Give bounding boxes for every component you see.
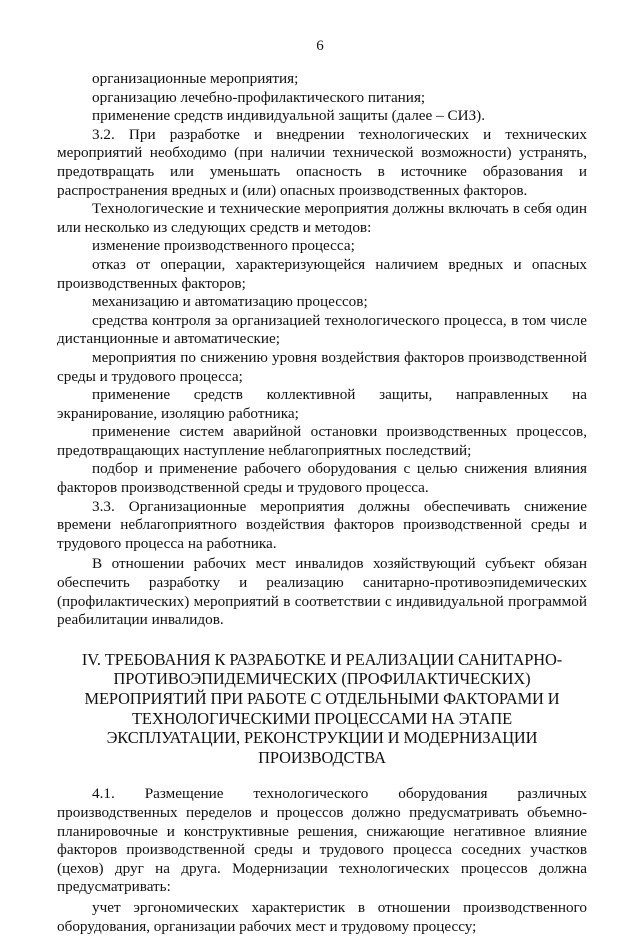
paragraph: Технологические и технические мероприятия должны включать в себя один или несколько из следующих средств и методов: (57, 200, 587, 236)
list-item: мероприятия по снижению уровня воздействия факторов производственной среды и трудового процесса; (57, 348, 587, 385)
section-heading: IV. ТРЕБОВАНИЯ К РАЗРАБОТКЕ И РЕАЛИЗАЦИИ САНИТАРНО-ПРОТИВОЭПИДЕМИЧЕСКИХ (ПРОФИЛАКТИЧЕСКИХ) МЕРОПРИЯТИЙ ПРИ РАБОТЕ С ОТДЕЛЬНЫМИ ФАКТОРАМИ И ТЕХНОЛОГИЧЕСКИМИ ПРОЦЕССАМИ НА ЭТАПЕ ЭКСПЛУАТАЦИИ, РЕКОНСТРУКЦИИ И МОДЕРНИЗАЦИИ ПРОИЗВОДСТВА (81, 649, 563, 767)
paragraph: 4.1. Размещение технологического оборудования различных производственных переделов и процессов должно предусматривать объемно-планировочные и конструктивные решения, снижающие негативное влияние факторов производственной среды и трудового процесса соседних участков (цехов) друг на друга. Модернизации технологических процессов должна предусматривать: (57, 785, 587, 896)
list-item: изменение производственного процесса; (92, 237, 355, 255)
paragraph: применение средств индивидуальной защиты (далее – СИЗ). (92, 107, 486, 125)
paragraph: В отношении рабочих мест инвалидов хозяйствующий субъект обязан обеспечить разработку и реализацию санитарно-противоэпидемических (профилактических) мероприятий в соответствии с индивидуальной программой реабилитации инвалидов. (57, 555, 587, 629)
list-item: средства контроля за организацией технологического процесса, в том числе дистанционные и автоматические; (57, 311, 587, 348)
list-item: механизацию и автоматизацию процессов; (92, 293, 368, 311)
list-item: применение средств коллективной защиты, направленных на экранирование, изоляцию работника; (57, 386, 587, 422)
paragraph: организационные мероприятия; (92, 70, 299, 87)
list-item: отказ от операции, характеризующейся наличием вредных и опасных производственных факторов; (57, 255, 587, 292)
paragraph: 3.3. Организационные мероприятия должны обеспечивать снижение времени неблагоприятного воздействия факторов производственной среды и трудового процесса на работника. (57, 497, 587, 552)
page-number: 6 (316, 38, 324, 54)
list-item: учет эргономических характеристик в отношении производственного оборудования, организации рабочих мест и трудовому процессу; (57, 898, 587, 935)
list-item: подбор и применение рабочего оборудования с целью снижения влияния факторов производственной среды и трудового процесса. (57, 460, 587, 497)
document-body (57, 70, 587, 936)
paragraph: 3.2. При разработке и внедрении технологических и технических мероприятий необходимо (при наличии технической возможности) устранять, предотвращать или уменьшать опасность в источнике образования и распространения вредных и (или) опасных производственных факторов. (57, 125, 587, 199)
list-item: применение систем аварийной остановки производственных процессов, предотвращающих наступление неблагоприятных последствий; (57, 423, 587, 459)
paragraph: организацию лечебно-профилактического питания; (92, 88, 426, 106)
